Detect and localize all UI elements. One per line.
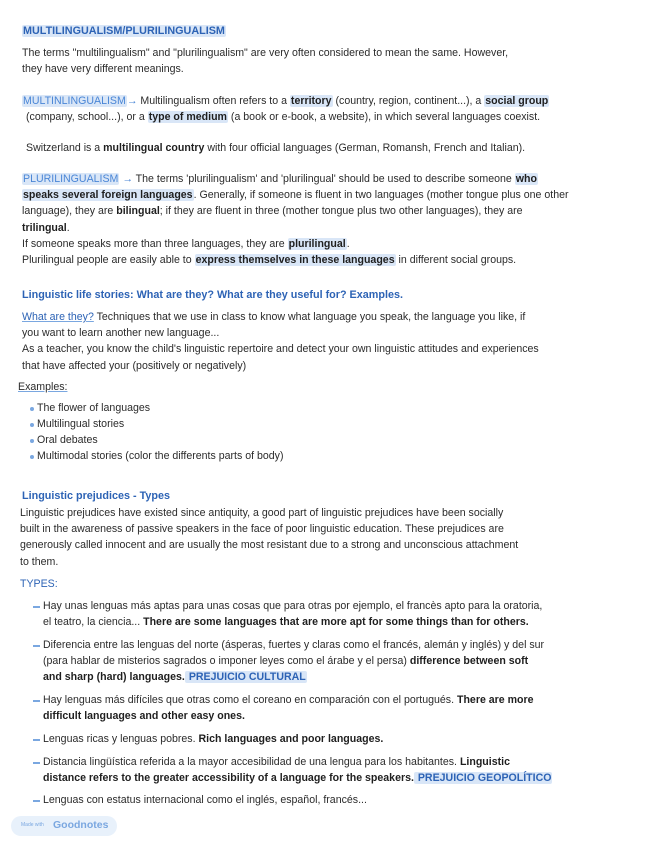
page-title: MULTILINGUALISM/PLURILINGUALISM	[23, 25, 225, 37]
dash-marker	[33, 800, 40, 802]
example-item: The flower of languages	[37, 402, 151, 414]
dash-marker	[33, 700, 40, 702]
type-item: Hay unas lenguas más aptas para unas cosas que para otras por ejemplo, el francès apto para la oratoria, el teatro, la ciencia... There are some languages that are more apt for some things than for others.	[43, 600, 543, 629]
dash-marker	[33, 645, 40, 647]
bullet-dot	[30, 407, 34, 411]
example-item: Oral debates	[37, 434, 98, 446]
type-item: Lenguas con estatus internacional como el inglés, español, francés...	[43, 794, 367, 806]
prejudices-heading: Linguistic prejudices - Types	[22, 490, 170, 502]
type-item: Lenguas ricas y lenguas pobres. Rich languages and poor languages.	[43, 733, 384, 745]
bullet-dot	[30, 423, 34, 427]
type-item: Distancia lingüística referida a la mayor accesibilidad de una lengua para los habitantes. Linguistic distance refers to the greater accessibility of a language for the speakers. PREJUICIO GEOPOLÍTICO	[43, 756, 552, 785]
dash-marker	[33, 739, 40, 741]
life-stories-paragraph: What are they? Techniques that we use in class to know what language you speak, the language you like, if you want to learn another new language... As a teacher, you know the child's linguistic repertoire and detect your own linguistic attitudes and experiences that have affected your (positively or negatively)	[22, 311, 539, 372]
prejudices-paragraph: Linguistic prejudices have existed since antiquity, a good part of linguistic prejudices have been socially built in the awareness of passive speakers in the face of poor linguistic education. These prejudices are generously called innocent and are usually the most resistant due to a strong and unconscious attachment to them.	[20, 507, 519, 568]
example-item: Multimodal stories (color the differents parts of body)	[37, 450, 284, 462]
plurilingualism-paragraph: PLURILINGUALISM → The terms 'plurilingualism' and 'plurilingual' should be used to describe someone who speaks several foreign languages. Generally, if someone is fluent in two languages (mother tongue plus one other language), they are bilingual; if they are fluent in three (mother tongue plus two other languages), they are trilingual. If someone speaks more than three languages, they are plurilingual. Plurilingual people are easily able to express themselves in these languages in different social groups.	[22, 173, 569, 267]
types-label: TYPES:	[20, 578, 58, 590]
bullet-dot	[30, 455, 34, 459]
life-stories-heading: Linguistic life stories: What are they? What are they useful for? Examples.	[22, 289, 403, 301]
dash-marker	[33, 762, 40, 764]
type-item: Hay lenguas más difíciles que otras como el coreano en comparación con el portugués. There are more difficult languages and other easy ones.	[43, 694, 534, 723]
type-item: Diferencia entre las lenguas del norte (ásperas, fuertes y claras como el francés, alemán y inglés) y del sur (para hablar de misterios sagrados o imponer leyes como el árabe y el persa) difference between soft and sharp (hard) languages. PREJUICIO CULTURAL	[43, 639, 545, 684]
multilingualism-paragraph: MULTINLINGUALISM→ Multilingualism often refers to a territory (country, region, continent...), a social group (company, school...), or a type of medium (a book or e-book, a website), in which several languages coexist.	[23, 95, 549, 124]
goodnotes-badge: Made with Goodnotes	[11, 816, 117, 836]
dash-marker	[33, 606, 40, 608]
intro-paragraph: The terms "multilingualism" and "plurilingualism" are very often considered to mean the same. However, they have very different meanings.	[22, 47, 509, 76]
switzerland-paragraph: Switzerland is a multilingual country with four official languages (German, Romansh, French and Italian).	[26, 142, 526, 154]
examples-label: Examples:	[18, 381, 68, 393]
example-item: Multilingual stories	[37, 418, 125, 430]
bullet-dot	[30, 439, 34, 443]
